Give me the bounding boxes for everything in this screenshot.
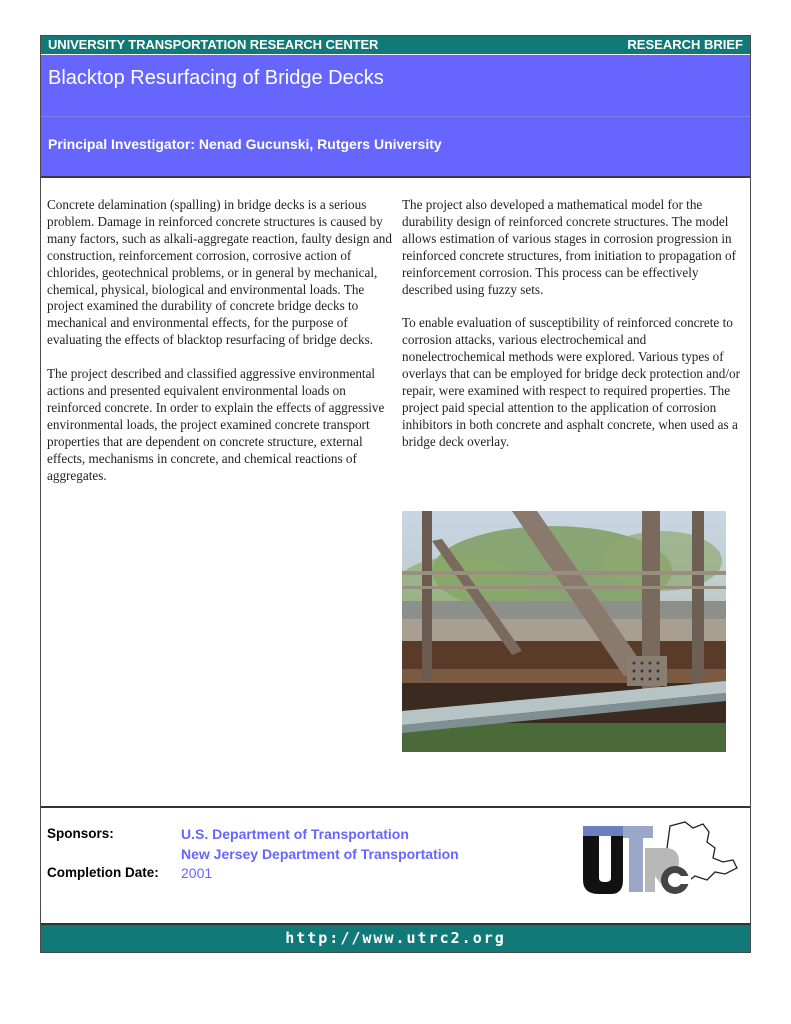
principal-investigator: Principal Investigator: Nenad Gucunski, Rutgers University [48,136,442,152]
bridge-photo-image [402,511,726,752]
left-column [47,197,392,485]
utrc-logo [575,818,740,900]
completion-date-label: Completion Date: [47,865,159,880]
paragraph: To enable evaluation of susceptibility of reinforced concrete to corrosion attacks, various electrochemical and nonelectrochemical methods were explored. Various types of overlays that can be employed for bridge deck protection and/or repair, were examined with respect to required properties. The project paid special attention to the application of corrosion inhibitors in both concrete and asphalt concrete, when used as a bridge deck overlay. [402,315,740,449]
center-name: UNIVERSITY TRANSPORTATION RESEARCH CENTER [48,37,379,52]
right-column [402,197,742,451]
header-bar [41,36,750,54]
site-url-link[interactable]: http://www.utrc2.org [285,929,506,947]
sponsors-label: Sponsors: [47,826,114,841]
completion-date-value: 2001 [181,865,213,881]
page-title: Blacktop Resurfacing of Bridge Decks [48,67,384,89]
url-bar [41,923,750,952]
title-underline [41,176,750,178]
footer-divider [41,806,750,808]
title-divider [41,116,750,117]
utrc-logo-icon [575,818,740,900]
sponsor-usdot: U.S. Department of Transportation [181,826,409,842]
paragraph: The project also developed a mathematical model for the durability design of reinforced concrete structures. The model allows estimation of various stages in corrosion progression in reinforced concrete structures, from initiation to propagation of reinforcement corrosion. This process can be effectively described using fuzzy sets. [402,197,736,297]
title-block [41,55,750,176]
logo-text: UTRC [575,818,578,819]
paragraph: Concrete delamination (spalling) in bridge decks is a serious problem. Damage in reinforced concrete structures is caused by many factors, such as alkali-aggregate reaction, faulty design and construction, reinforcement corrosion, corrosive action of chlorides, geotechnical problems, or in general by mechanical, chemical, physical, biological and environmental loads. The project examined the durability of concrete bridge decks to mechanical and environmental effects, for the purpose of evaluating the effects of blacktop resurfacing of bridge decks. [47,197,392,348]
brief-label: RESEARCH BRIEF [627,37,743,52]
bridge-photo [402,511,726,752]
paragraph: The project described and classified aggressive environmental actions and presented equivalent environmental loads on reinforced concrete. In order to explain the effects of aggressive environmental loads, the project examined concrete transport properties that are dependent on concrete structure, external effects, mechanisms in concrete, and chemical reactions of aggregates. [47,366,385,483]
sponsor-njdot: New Jersey Department of Transportation [181,846,459,862]
